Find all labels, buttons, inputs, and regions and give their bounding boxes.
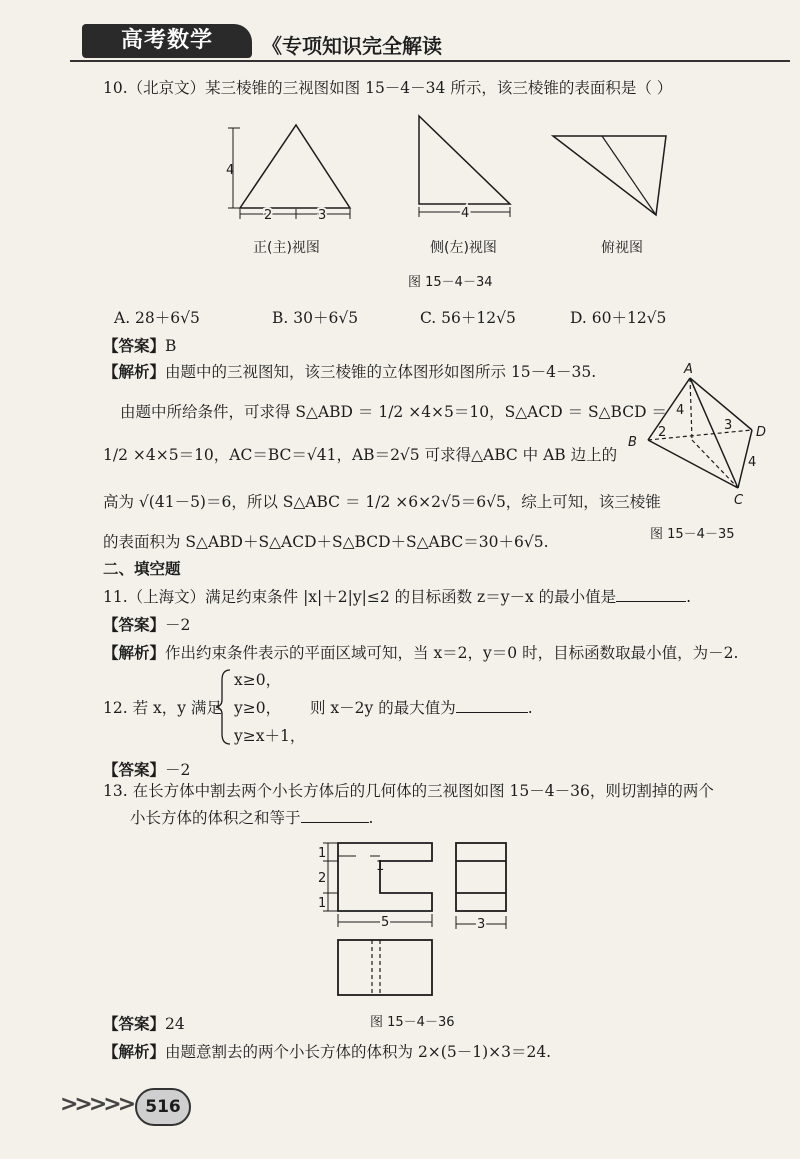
vertex-d: D xyxy=(756,425,767,440)
figure-36-caption: 图 15－4－36 xyxy=(370,1015,455,1030)
top-view-label: 俯视图 xyxy=(601,240,643,256)
q11-stem: 11.（上海文）满足约束条件 |x|＋2|y|≤2 的目标函数 z＝y－x 的最小值是 xyxy=(103,588,617,606)
side-view-36 xyxy=(456,843,506,911)
vertex-a: A xyxy=(684,362,693,377)
q10-stem: 10.（北京文）某三棱锥的三视图如图 15－4－34 所示，该三棱锥的表面积是（ ） xyxy=(103,79,673,97)
q11-analysis-label: 【解析】 xyxy=(103,644,166,662)
dim-1-notch: 1 xyxy=(376,859,385,874)
q11-answer-label: 【答案】 xyxy=(103,616,166,634)
option-c[interactable]: C. 56＋12√5 xyxy=(420,309,516,327)
q11-answer: －2 xyxy=(165,616,191,634)
q12-answer-label: 【答案】 xyxy=(103,761,166,779)
dim-width-5: 5 xyxy=(381,915,390,930)
book-subtitle: 《专项知识完全解读 xyxy=(262,34,442,58)
q13-stem-1: 13. 在长方体中割去两个小长方体后的几何体的三视图如图 15－4－36，则切割掉的两个 xyxy=(103,782,714,800)
top-view-36 xyxy=(338,940,432,995)
dim-2-mid: 2 xyxy=(318,871,327,886)
q12-answer: －2 xyxy=(165,761,191,779)
edge-label-ad: 4 xyxy=(676,403,685,418)
dim-1-top: 1 xyxy=(318,846,327,861)
q10-analysis-5: 的表面积为 S△ABD＋S△ACD＋S△BCD＋S△ABC＝30＋6√5. xyxy=(103,533,549,551)
q11-analysis: 作出约束条件表示的平面区域可知，当 x＝2，y＝0 时，目标函数取最小值，为－2. xyxy=(165,644,739,662)
figure-35-caption: 图 15－4－35 xyxy=(650,527,735,542)
edge-label-d: 3 xyxy=(724,418,733,433)
edge-label-bd: 2 xyxy=(658,425,667,440)
q10-analysis-1: 由题中的三视图知，该三棱锥的立体图形如图所示 15－4－35. xyxy=(165,363,597,381)
vertex-b: B xyxy=(628,435,637,450)
front-width2-label: 3 xyxy=(318,208,327,223)
section-fill-in: 二、填空题 xyxy=(103,560,181,578)
option-d[interactable]: D. 60＋12√5 xyxy=(570,309,667,327)
q13-analysis: 由题意割去的两个小长方体的体积为 2×(5－1)×3＝24. xyxy=(165,1043,552,1061)
q10-analysis-4: 高为 √(41－5)＝6，所以 S△ABC ＝ 1/2 ×6×2√5＝6√5，综上可知，该三棱锥 xyxy=(103,493,661,511)
q13-stem-2: 小长方体的体积之和等于 xyxy=(130,809,301,827)
figure-34-caption: 图 15－4－34 xyxy=(408,275,493,290)
q10-answer: B xyxy=(165,337,177,355)
front-width1-label: 2 xyxy=(264,208,273,223)
dim-side-3: 3 xyxy=(477,917,486,932)
front-view-36 xyxy=(338,843,432,911)
q12-stem-a: 12. 若 x，y 满足 xyxy=(103,699,222,717)
front-view-label: 正(主)视图 xyxy=(253,240,320,256)
front-height-label: 4 xyxy=(226,163,235,178)
q12-stem-b: 则 x－2y 的最大值为 xyxy=(310,699,456,717)
q12-cond2: y≥0， xyxy=(234,699,282,717)
vertex-c: C xyxy=(734,493,744,508)
q10-analysis-2: 由题中所给条件，可求得 S△ABD ＝ 1/2 ×4×5＝10，S△ACD ＝ S△BCD ＝ xyxy=(120,403,667,421)
dim-1-bottom: 1 xyxy=(318,896,327,911)
q13-answer: 24 xyxy=(165,1015,185,1033)
option-b[interactable]: B. 30＋6√5 xyxy=(272,309,359,327)
q13-answer-label: 【答案】 xyxy=(103,1015,166,1033)
q12-cond1: x≥0， xyxy=(234,671,282,689)
q10-analysis-3: 1/2 ×4×5＝10，AC＝BC＝√41，AB＝2√5 可求得△ABC 中 AB 边上的 xyxy=(103,446,618,464)
option-a[interactable]: A. 28＋6√5 xyxy=(114,309,200,327)
side-view-label: 侧(左)视图 xyxy=(430,240,497,256)
page-number: 516 xyxy=(135,1088,191,1126)
book-logo: 高考数学 xyxy=(82,24,252,58)
footer-arrows: >>>>> xyxy=(60,1092,133,1117)
q13-analysis-label: 【解析】 xyxy=(103,1043,166,1061)
edge-label-dc: 4 xyxy=(748,455,757,470)
q10-answer-label: 【答案】 xyxy=(103,337,166,355)
q12-cond3: y≥x＋1， xyxy=(234,727,306,745)
q10-analysis-label: 【解析】 xyxy=(103,363,166,381)
side-width-label: 4 xyxy=(461,206,470,221)
